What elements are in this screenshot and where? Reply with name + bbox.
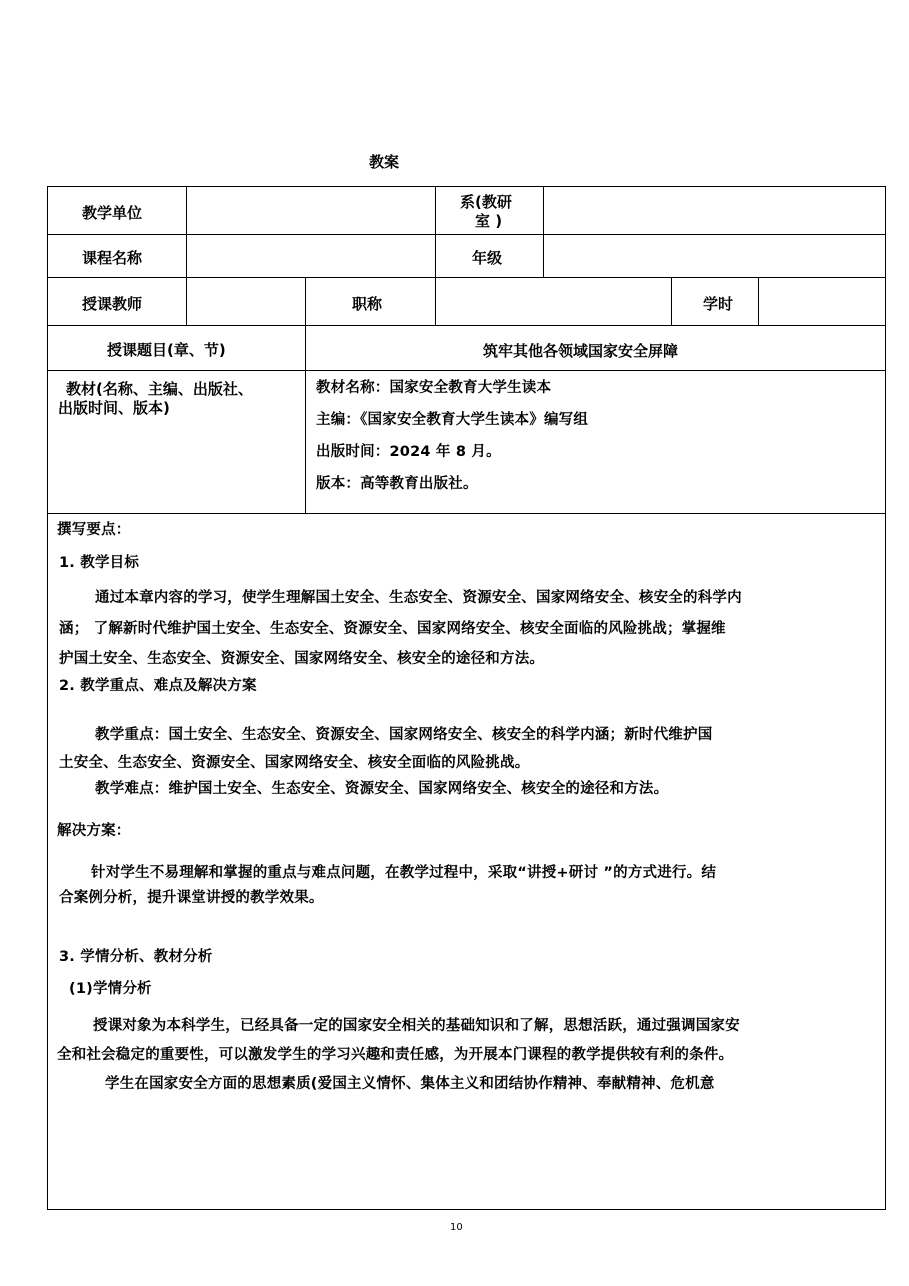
solution-heading: 解决方案： [57,823,131,839]
document-title: 教案 [369,153,400,171]
textbook-name: 教材名称：国家安全教育大学生读本 [316,380,552,396]
class-hours-label: 学时 [703,295,734,313]
lesson-topic-label: 授课题目(章、节) [107,341,226,359]
course-name-label: 课程名称 [82,249,143,267]
section-2-heading: 2. 教学重点、难点及解决方案 [59,678,257,694]
grade-label: 年级 [472,249,503,267]
textbook-label-line1: 教材(名称、主编、出版社、 [66,380,253,398]
textbook-label-line2: 出版时间、版本) [58,399,170,417]
textbook-editor: 主编：《国家安全教育大学生读本》编写组 [316,412,589,428]
solution-line-2: 合案例分析，提升课堂讲授的教学效果。 [59,890,324,906]
textbook-edition: 版本：高等教育出版社。 [316,476,478,492]
focus-line-1: 教学重点：国土安全、生态安全、资源安全、国家网络安全、核安全的科学内涵；新时代维护国 [95,727,713,743]
teacher-label: 授课教师 [82,295,143,313]
analysis-line-2: 全和社会稳定的重要性，可以激发学生的学习兴趣和责任感，为开展本门课程的教学提供较有利的条件。 [57,1047,734,1063]
page-number: 10 [450,1222,463,1233]
focus-line-2: 土安全、生态安全、资源安全、国家网络安全、核安全面临的风险挑战。 [59,755,530,771]
section-3-heading: 3. 学情分析、教材分析 [59,949,213,965]
section-1-heading: 1. 教学目标 [59,555,140,571]
textbook-publish-date: 出版时间：2024 年 8 月。 [316,444,501,460]
section-3-subheading: (1)学情分析 [69,981,152,997]
solution-line-1: 针对学生不易理解和掌握的重点与难点问题，在教学过程中，采取“讲授+研讨 ”的方式进行。结 [91,865,717,881]
objective-line-3: 护国土安全、生态安全、资源安全、国家网络安全、核安全的途径和方法。 [59,651,545,667]
department-label-line2: 室 ) [475,212,503,230]
department-label-line1: 系(教研 [460,193,512,211]
objective-line-1: 通过本章内容的学习，使学生理解国土安全、生态安全、资源安全、国家网络安全、核安全的科学内 [95,590,742,606]
title-rank-label: 职称 [352,295,383,313]
objective-line-2: 涵； 了解新时代维护国土安全、生态安全、资源安全、国家网络安全、核安全面临的风险挑战；掌握维 [59,621,726,637]
analysis-line-3: 学生在国家安全方面的思想素质(爱国主义情怀、集体主义和团结协作精神、奉献精神、危机意 [105,1076,715,1092]
difficulty-line: 教学难点：维护国土安全、生态安全、资源安全、国家网络安全、核安全的途径和方法。 [95,781,669,797]
lesson-topic-value: 筑牢其他各领域国家安全屏障 [483,342,679,360]
analysis-line-1: 授课对象为本科学生，已经具备一定的国家安全相关的基础知识和了解，思想活跃，通过强调国家安 [93,1018,740,1034]
key-points-heading: 撰写要点： [57,522,131,538]
teaching-unit-label: 教学单位 [82,204,143,222]
